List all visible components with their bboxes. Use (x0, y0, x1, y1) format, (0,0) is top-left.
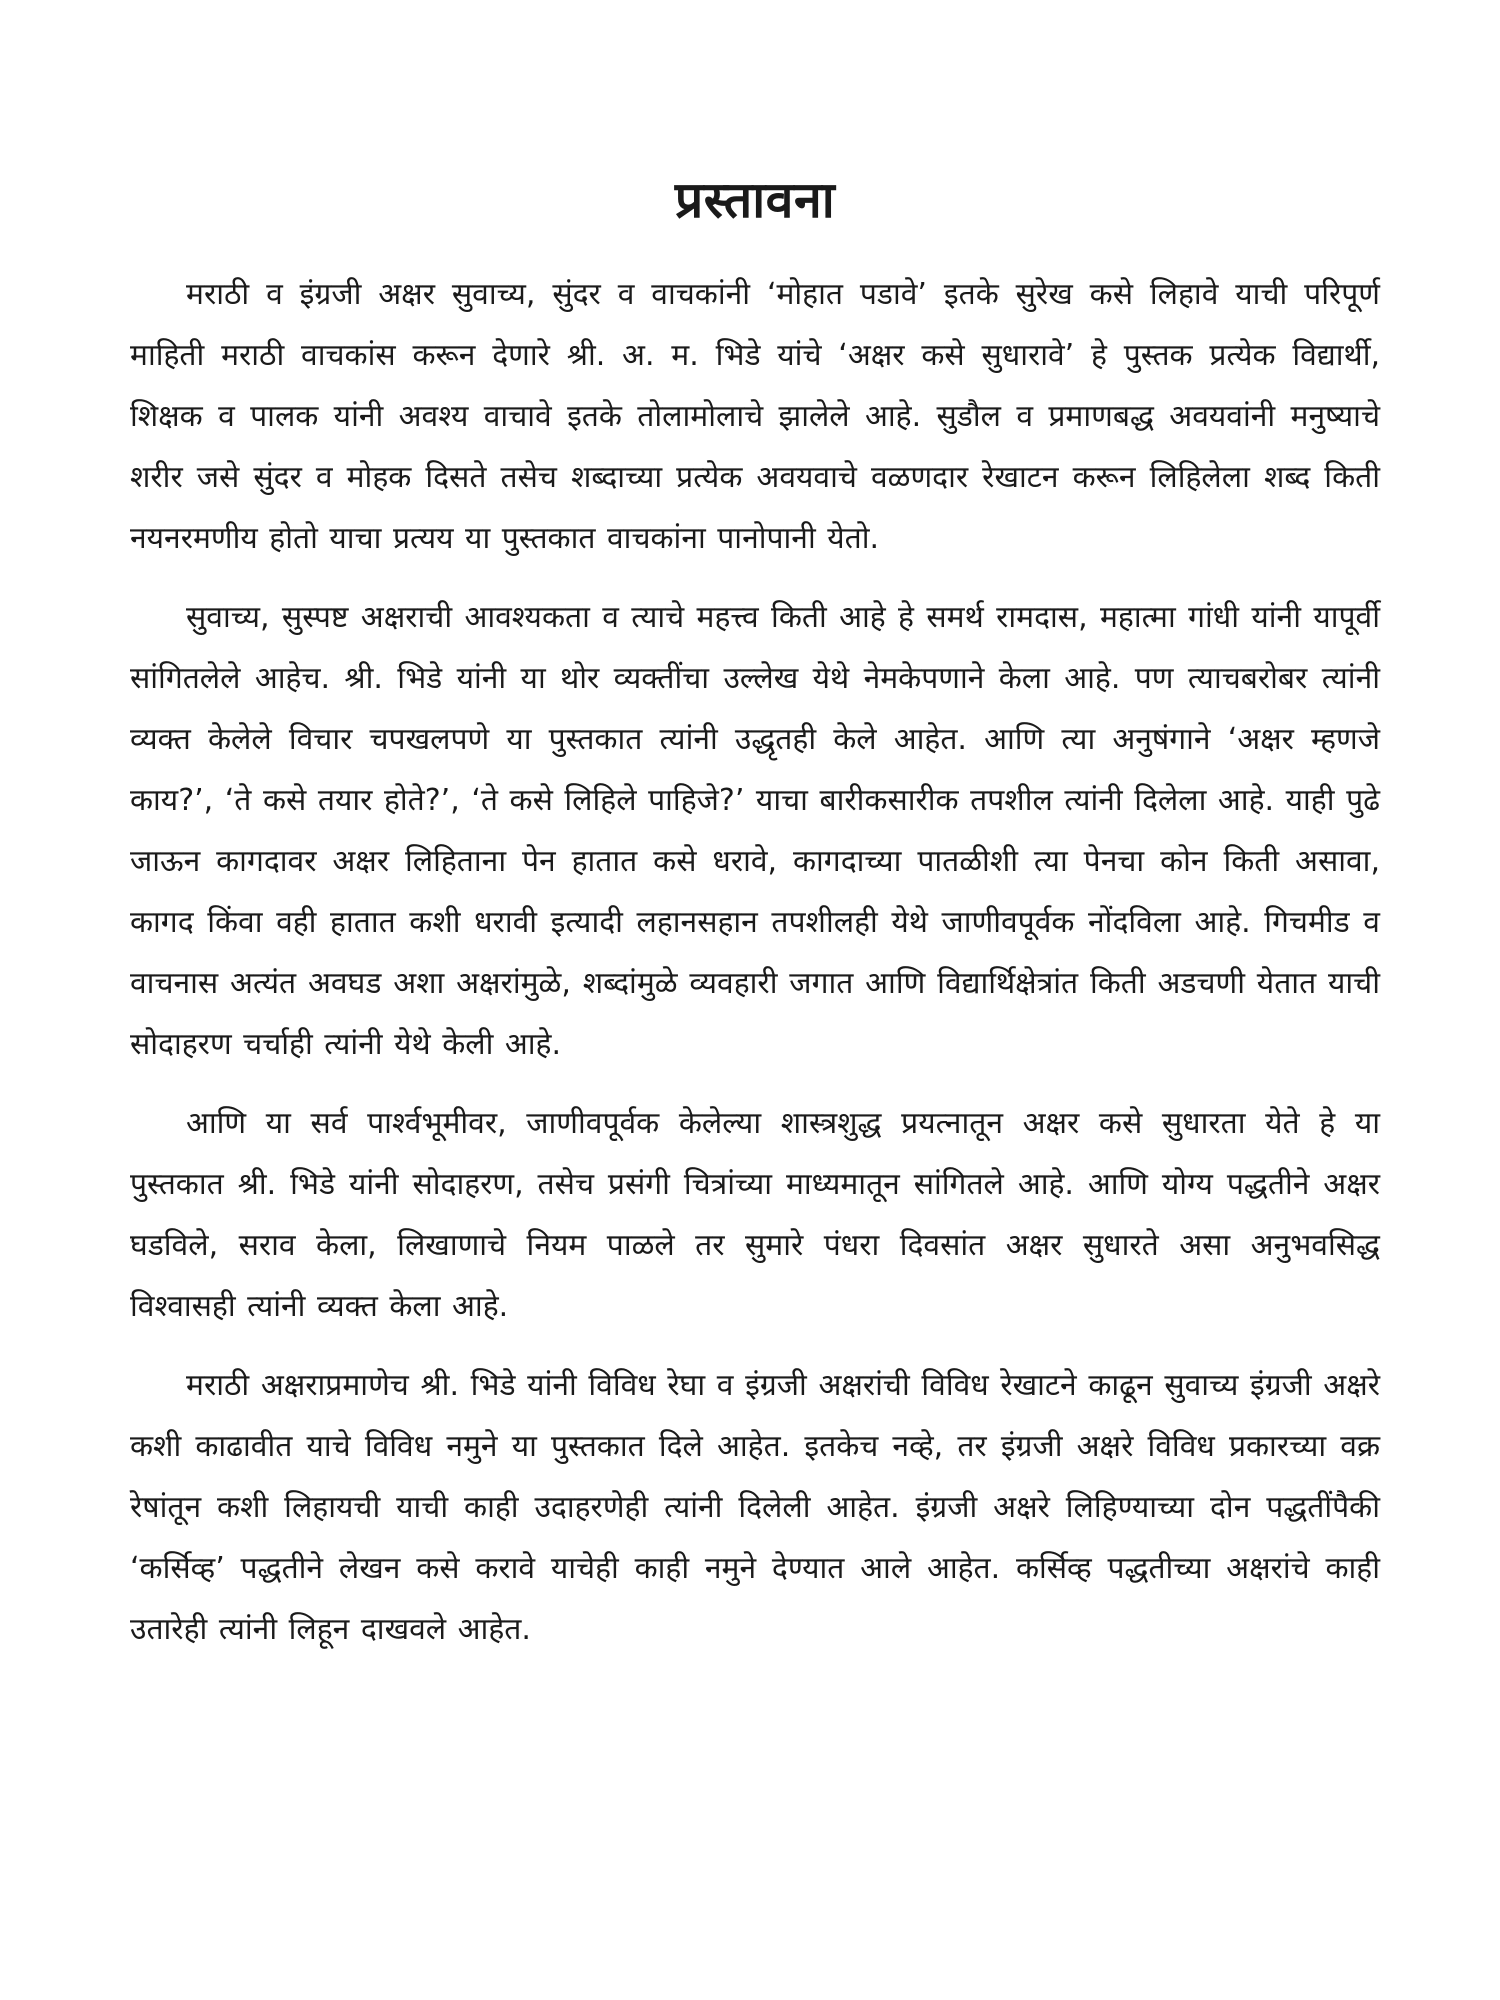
paragraph-2: सुवाच्य, सुस्पष्ट अक्षराची आवश्यकता व त्याचे महत्त्व किती आहे हे समर्थ रामदास, महात्मा गांधी यांनी यापूर्वी सांगितलेले आहेच. श्री. भिडे यांनी या थोर व्यक्तींचा उल्लेख येथे नेमकेपणाने केला आहे. पण त्याचबरोबर त्यांनी व्यक्त केलेले विचार चपखलपणे या पुस्तकात त्यांनी उद्धृतही केले आहेत. आणि त्या अनुषंगाने ‘अक्षर म्हणजे काय?’, ‘ते कसे तयार होते?’, ‘ते कसे लिहिले पाहिजे?’ याचा बारीकसारीक तपशील त्यांनी दिलेला आहे. याही पुढे जाऊन कागदावर अक्षर लिहिताना पेन हातात कसे धरावे, कागदाच्या पातळीशी त्या पेनचा कोन किती असावा, कागद किंवा वही हातात कशी धरावी इत्यादी लहानसहान तपशीलही येथे जाणीवपूर्वक नोंदविला आहे. गिचमीड व वाचनास अत्यंत अवघड अशा अक्षरांमुळे, शब्दांमुळे व्यवहारी जगात आणि विद्यार्थिक्षेत्रांत किती अडचणी येतात याची सोदाहरण चर्चाही त्यांनी येथे केली आहे. (130, 600, 1380, 1062)
document-page (130, 170, 1380, 1678)
paragraph-3: आणि या सर्व पार्श्वभूमीवर, जाणीवपूर्वक केलेल्या शास्त्रशुद्ध प्रयत्नातून अक्षर कसे सुधारता येते हे या पुस्तकात श्री. भिडे यांनी सोदाहरण, तसेच प्रसंगी चित्रांच्या माध्यमातून सांगितले आहे. आणि योग्य पद्धतीने अक्षर घडविले, सराव केला, लिखाणाचे नियम पाळले तर सुमारे पंधरा दिवसांत अक्षर सुधारते असा अनुभवसिद्ध विश्वासही त्यांनी व्यक्त केला आहे. (130, 1106, 1380, 1324)
paragraph-4: मराठी अक्षराप्रमाणेच श्री. भिडे यांनी विविध रेघा व इंग्रजी अक्षरांची विविध रेखाटने काढून सुवाच्य इंग्रजी अक्षरे कशी काढावीत याचे विविध नमुने या पुस्तकात दिले आहेत. इतकेच नव्हे, तर इंग्रजी अक्षरे विविध प्रकारच्या वक्र रेषांतून कशी लिहायची याची काही उदाहरणेही त्यांनी दिलेली आहेत. इंग्रजी अक्षरे लिहिण्याच्या दोन पद्धतींपैकी ‘कर्सिव्ह’ पद्धतीने लेखन कसे करावे याचेही काही नमुने देण्यात आले आहेत. कर्सिव्ह पद्धतीच्या अक्षरांचे काही उतारेही त्यांनी लिहून दाखवले आहेत. (130, 1368, 1380, 1647)
page-title: प्रस्तावना (674, 171, 836, 229)
paragraph-1: मराठी व इंग्रजी अक्षर सुवाच्य, सुंदर व वाचकांनी ‘मोहात पडावे’ इतके सुरेख कसे लिहावे याची परिपूर्ण माहिती मराठी वाचकांस करून देणारे श्री. अ. म. भिडे यांचे ‘अक्षर कसे सुधारावे’ हे पुस्तक प्रत्येक विद्यार्थी, शिक्षक व पालक यांनी अवश्य वाचावे इतके तोलामोलाचे झालेले आहे. सुडौल व प्रमाणबद्ध अवयवांनी मनुष्याचे शरीर जसे सुंदर व मोहक दिसते तसेच शब्दाच्या प्रत्येक अवयवाचे वळणदार रेखाटन करून लिहिलेला शब्द किती नयनरमणीय होतो याचा प्रत्यय या पुस्तकात वाचकांना पानोपानी येतो. (130, 277, 1380, 556)
